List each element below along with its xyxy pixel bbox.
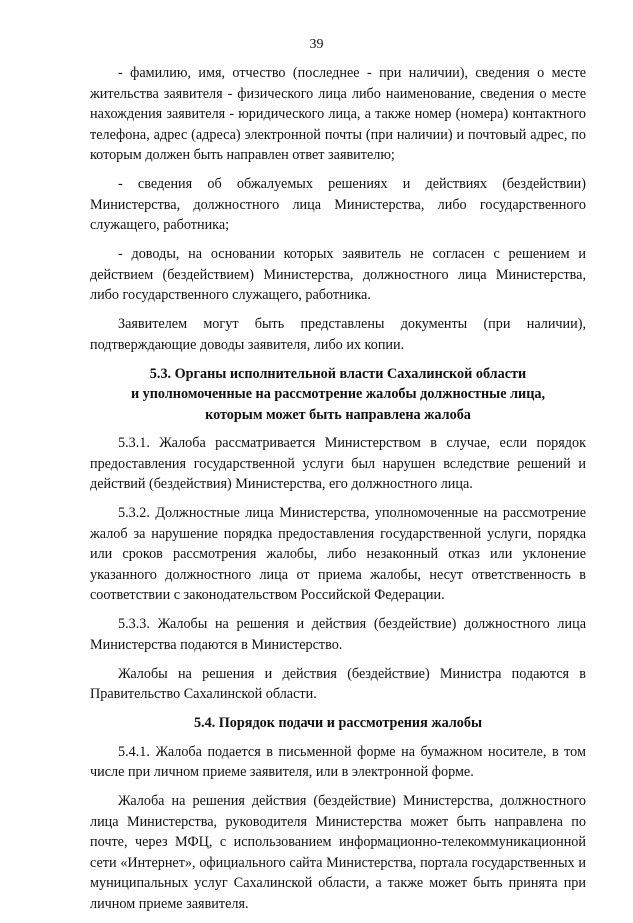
section-heading-5-4: 5.4. Порядок подачи и рассмотрения жалобы [193,715,483,731]
paragraph-5-3-1: 5.3.1. Жалоба рассматривается Министерством в случае, если порядок предоставления государственной услуги был нарушен вследствие решений и действий (бездействия) Министерства, его должностного лица. [90,435,586,492]
document-body [90,63,586,923]
paragraph-5-4-1: 5.4.1. Жалоба подается в письменной форме на бумажном носителе, в том числе при личном приеме заявителя, или в электронной форме. [90,743,586,780]
section-heading-5-3-line-2: и уполномоченные на рассмотрение жалобы должностные лица, [130,386,546,402]
page-number: 39 [309,37,324,52]
paragraph-arguments: - доводы, на основании которых заявитель не согласен с решением и действием (бездействием) Министерства, должностного лица Министерства, либо государственного служащего, работника. [90,246,586,303]
paragraph-minister-complaints: Жалобы на решения и действия (бездействие) Министра подаются в Правительство Сахалинской области. [90,665,586,702]
paragraph-appealed-decisions: - сведения об обжалуемых решениях и действиях (бездействии) Министерства, должностного лица Министерства, либо государственного служащего, работника; [90,176,586,233]
section-heading-5-3 [90,364,586,426]
paragraph-complaint-channels: Жалоба на решения действия (бездействие) Министерства, должностного лица Министерства, руководителя Министерства может быть направлена по почте, через МФЦ, с использованием информационно-телекоммуникационной сети «Интернет», официального сайта Министерства, портала государственных и муниципальных услуг Сахалинской области, а также может быть принята при личном приеме заявителя. [90,793,586,912]
paragraph-5-3-3: 5.3.3. Жалобы на решения и действия (бездействие) должностного лица Министерства подаются в Министерство. [90,616,586,653]
section-heading-5-3-line-1: 5.3. Органы исполнительной власти Сахалинской области [149,365,527,382]
paragraph-supporting-documents: Заявителем могут быть представлены документы (при наличии), подтверждающие доводы заявителя, либо их копии. [90,316,586,353]
paragraph-applicant-details: - фамилию, имя, отчество (последнее - при наличии), сведения о месте жительства заявителя - физического лица либо наименование, сведения о месте нахождения заявителя - юридического лица, а также номер (номера) контактного телефона, адрес (адреса) электронной почты (при наличии) и почтовый адрес, по которым должен быть направлен ответ заявителю; [90,65,586,163]
paragraph-5-3-2: 5.3.2. Должностные лица Министерства, уполномоченные на рассмотрение жалоб за нарушение порядка предоставления государственной услуги, порядка или сроков рассмотрения жалобы, либо незаконный отказ или уклонение указанного должностного лица от приема жалобы, несут ответственность в соответствии с законодательством Российской Федерации. [90,505,586,603]
section-heading-5-3-line-3: которым может быть направлена жалоба [205,406,471,423]
